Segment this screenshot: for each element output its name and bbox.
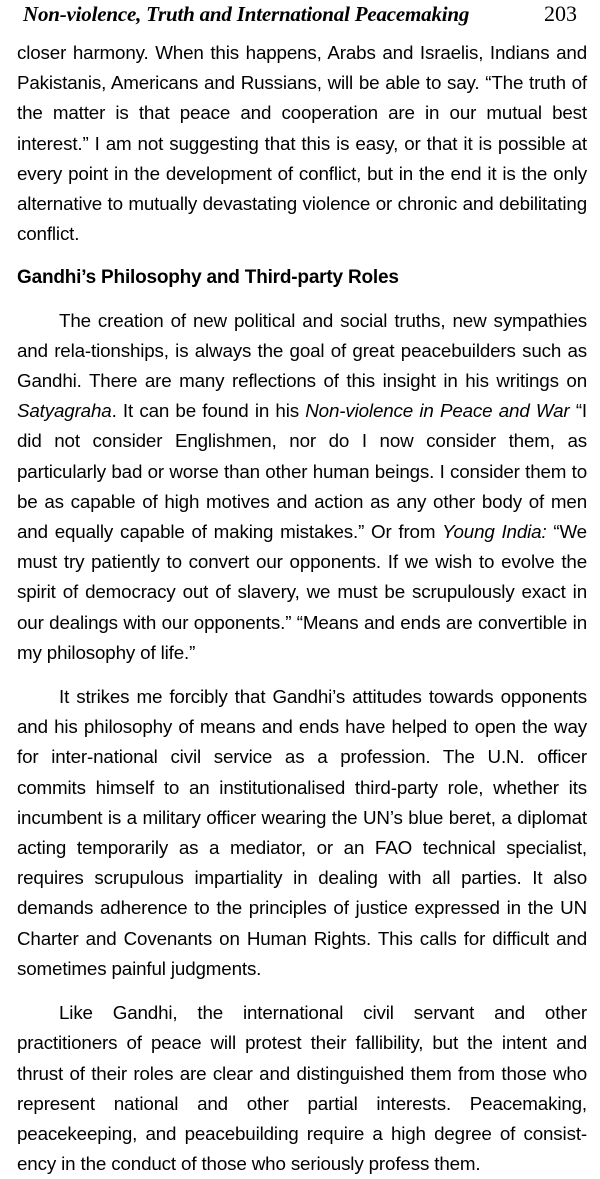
paragraph-practitioners: Like Gandhi, the international civil servant and other practitioners of peace will protest their fallibility, but the intent and thrust of their roles are clear and distinguished them from those who represent national and other partial interests. Peacemaking, peacekeeping, and peacebuilding require a high degree of consist-ency in the conduct of those who seriously profess them.: [17, 1002, 587, 1175]
paragraph-gap: [15, 668, 587, 682]
paragraph-continued: closer harmony. When this happens, Arabs and Israelis, Indians and Pakistanis, Americans and Russians, will be able to say. “The truth of the matter is that peace and cooperation are in our mutual best interest.” I am not suggesting that this is easy, or that it is possible at every point in the development of conflict, but in the end it is the only alternative to mutually devastating violence or chronic and debilitating conflict.: [17, 42, 587, 245]
paragraph-gap: [15, 984, 587, 998]
body-text: [15, 38, 587, 1179]
section-heading: Gandhi’s Philosophy and Third-party Roles: [17, 267, 399, 289]
running-title: Non-violence, Truth and International Peacemaking: [23, 2, 470, 26]
italic-title-satyagraha: Satyagraha: [17, 400, 112, 422]
text-run: . It can be found in his: [111, 400, 306, 422]
page-number: 203: [544, 1, 577, 26]
text-run: The creation of new political and social truths, new sympathies and rela-tionships, is always the goal of great peacebuilders such as Gandhi. There are many reflections of this insight in his writings on: [17, 309, 587, 392]
running-header: [15, 0, 587, 38]
italic-title-young-india: Young India:: [442, 521, 547, 543]
paragraph-civil-service: It strikes me forcibly that Gandhi’s attitudes towards opponents and his philosophy of means and ends have helped to open the way for inter-national civil service as a profession. The U.N. officer commits himself to an institutionalised third-party role, whether its incumbent is a military officer wearing the UN’s blue beret, a diplomat acting temporarily as a mediator, or an FAO technical specialist, requires scrupulous impartiality in dealing with all parties. It also demands adherence to the principles of justice expressed in the UN Charter and Covenants on Human Rights. This calls for difficult and sometimes painful judgments.: [17, 686, 587, 979]
italic-title-non-violence: Non-violence in Peace and War: [305, 400, 570, 422]
text-run: “I did not consider Englishmen, nor do I now consider them, as particularly bad or worse than other human beings. I consider them to be as capable of high motives and action as any other body of men and equally capable of making mistakes.” Or from: [17, 400, 587, 543]
text-run: “We must try patiently to convert our opponents. If we wish to evolve the spirit of democracy out of slavery, we must be scrupulously exact in our dealings with our opponents.” “Means and ends are convertible in my philosophy of life.”: [17, 521, 587, 663]
paragraph-gandhi-writings: [15, 306, 587, 668]
